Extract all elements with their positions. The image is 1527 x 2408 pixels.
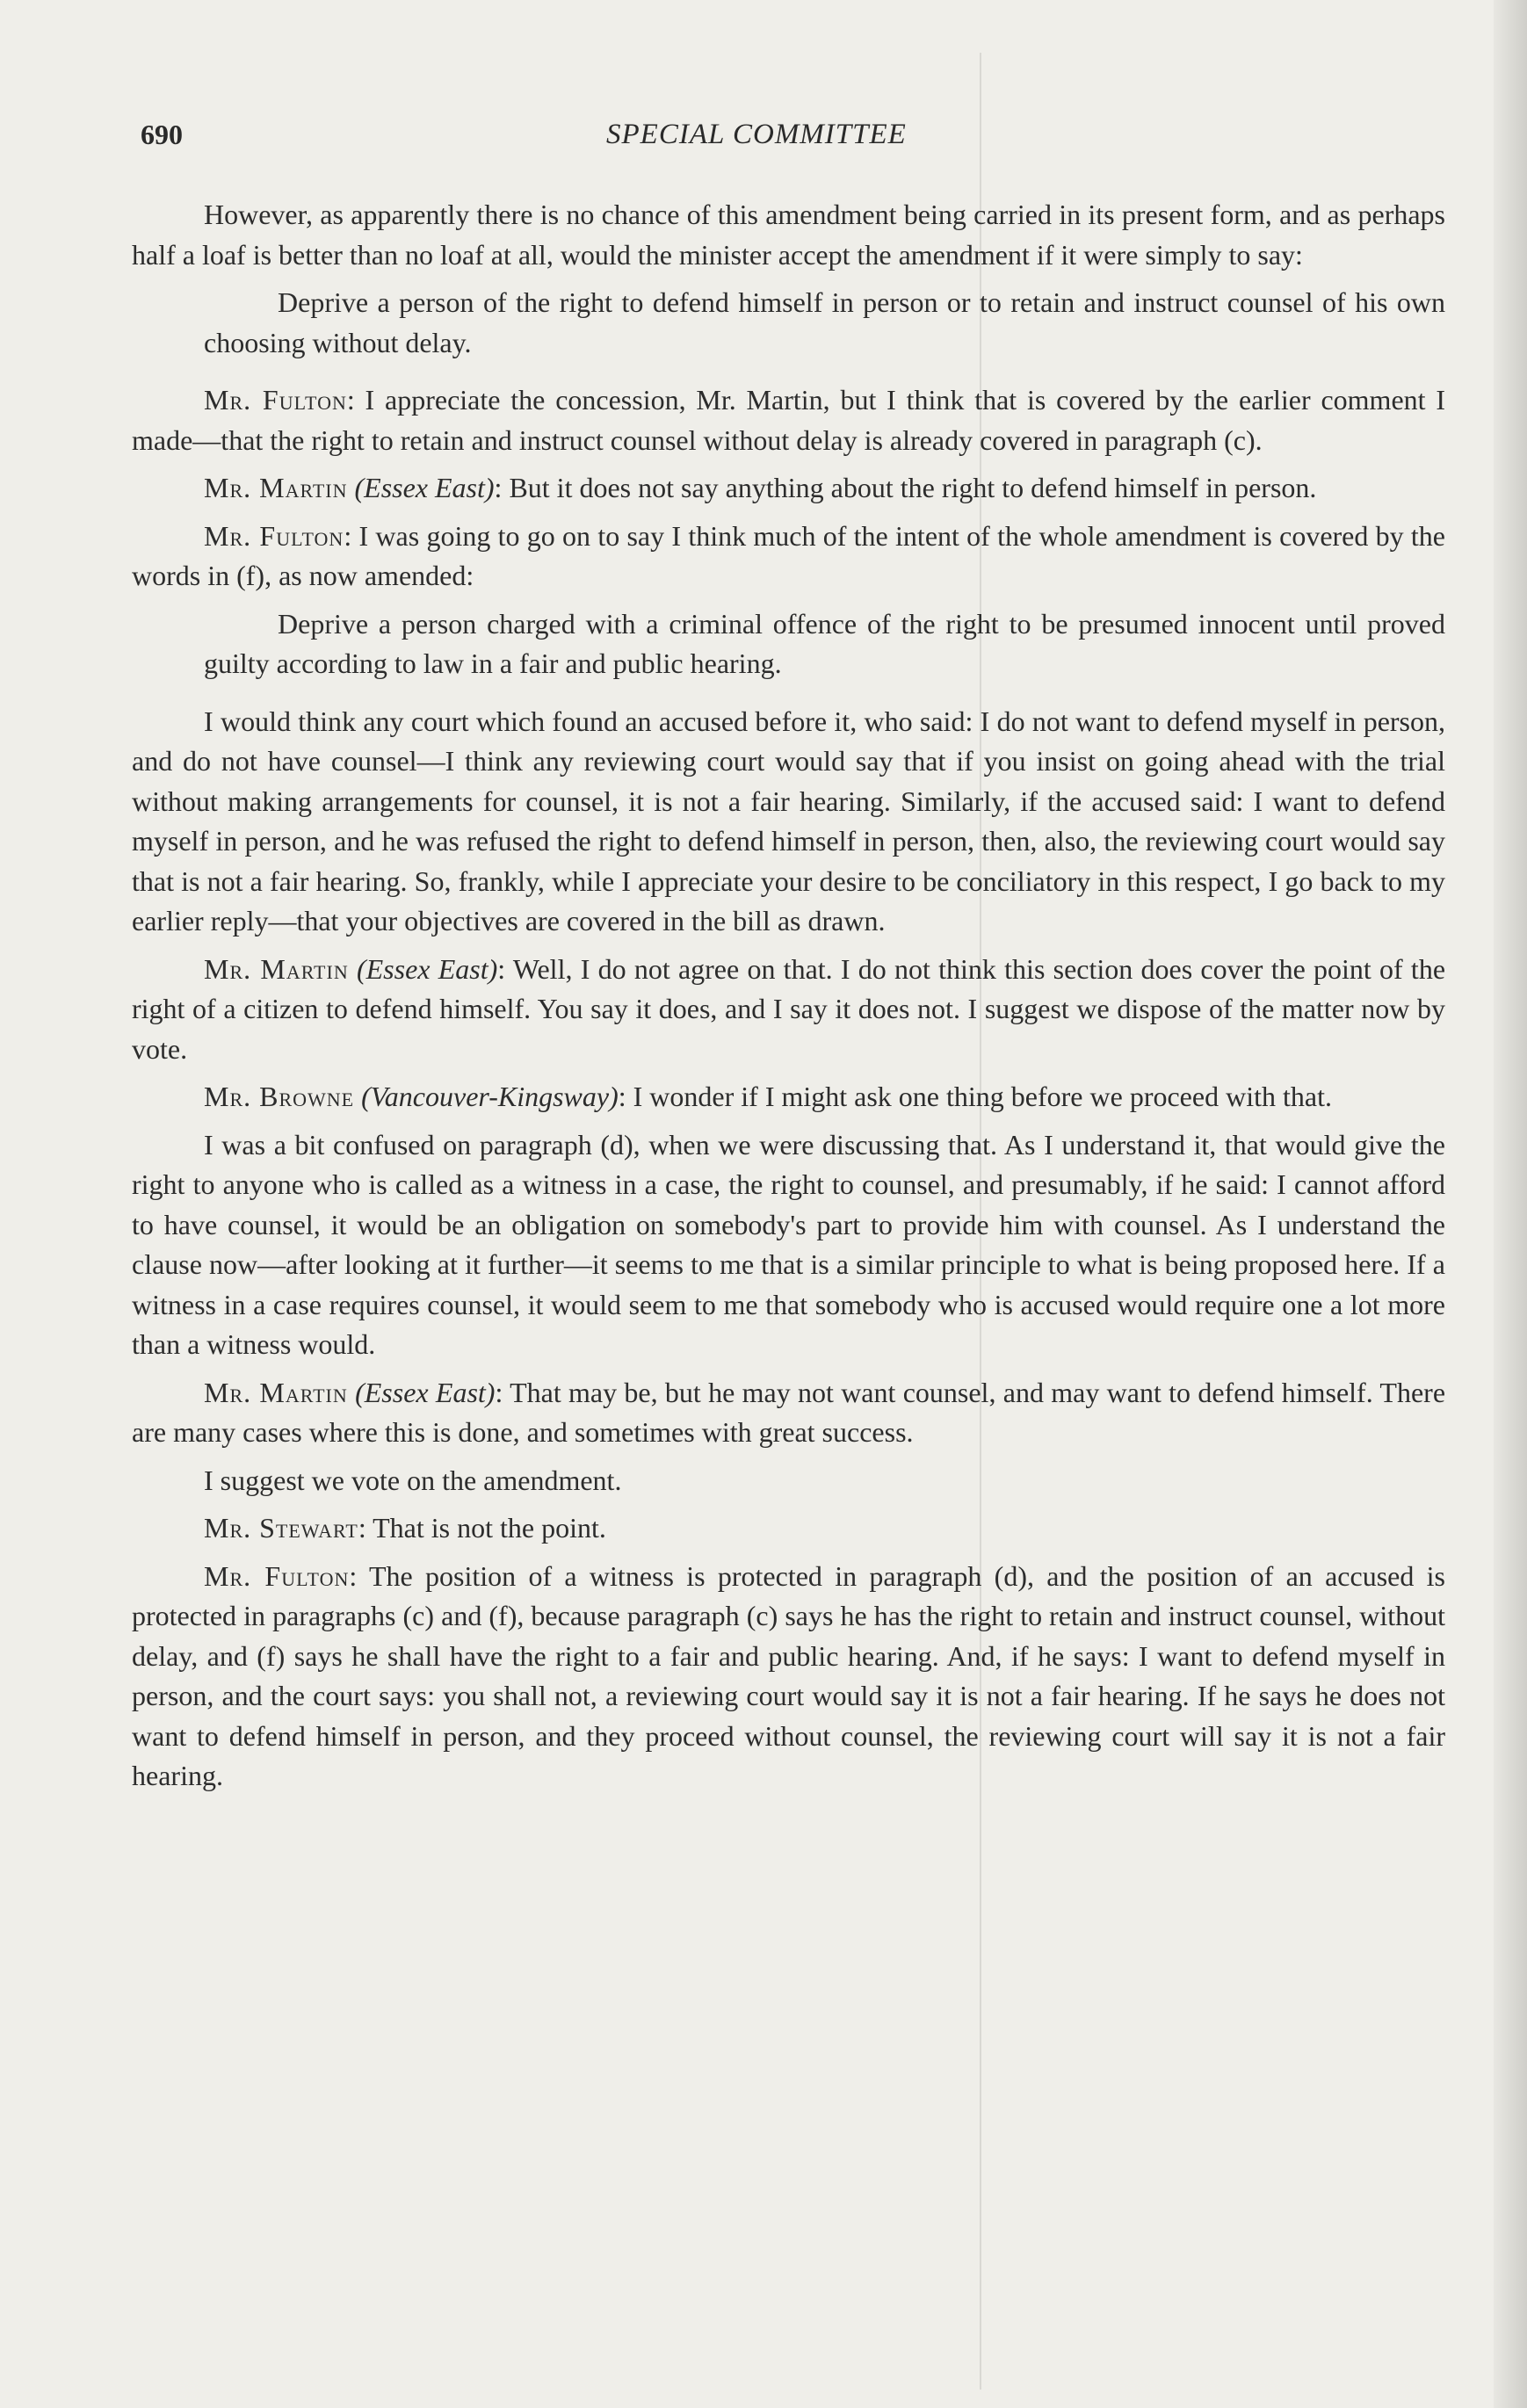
speaker-name: Mr. Martin (204, 1376, 348, 1408)
speaker-riding: (Essex East) (356, 952, 498, 985)
page-edge-shadow (1494, 0, 1527, 2408)
paragraph: I was a bit confused on paragraph (d), when we were discussing that. As I understand it, that would give the right to anyone who is called as a witness in a case, the right to counsel, and presumably, if he said: I cannot afford to have counsel, it would be an obligation on somebody's part to provide him with counsel. As I understand the clause now—after looking at it further—it seems to me that is a similar principle to what is being proposed here. If a witness in a case requires counsel, it would seem to me that somebody who is accused would require one a lot more than a witness would. (132, 1128, 1445, 1360)
page-header (141, 119, 1450, 163)
speaker-riding: (Vancouver-Kingsway) (361, 1081, 619, 1112)
paragraph: I would think any court which found an accused before it, who said: I do not want to defend myself in person, and do not have counsel—I think any reviewing court would say that if you insist on going ahead with the trial without making arrangements for counsel, it is not a fair hearing. Similarly, if the accused said: I want to defend myself in person, and he was refused the right to defend himself in person, then, also, the reviewing court would say that is not a fair hearing. So, frankly, while I appreciate your desire to be conciliatory in this respect, I go back to my earlier reply—that your objectives are covered in the bill as drawn. (132, 705, 1445, 936)
speaker-name: Mr. Browne (204, 1081, 355, 1112)
block-quote: Deprive a person of the right to defend himself in person or to retain and instruct counsel of his own choosing without delay. (204, 286, 1445, 358)
running-head: SPECIAL COMMITTEE (606, 119, 907, 150)
speech-paragraph: Mr. Browne (Vancouver-Kingsway): I wonder if I might ask one thing before we proceed with that. (204, 1081, 1332, 1112)
block-quote: Deprive a person charged with a criminal offence of the right to be presumed innocent until proved guilty according to law in a fair and public hearing. (204, 607, 1445, 679)
paragraph: However, as apparently there is no chance of this amendment being carried in its present form, and as perhaps half a loaf is better than no loaf at all, would the minister accept the amendment if it were simply to say: (132, 199, 1445, 271)
paragraph: I suggest we vote on the amendment. (204, 1464, 622, 1496)
speech-paragraph: Mr. Fulton: The position of a witness is protected in paragraph (d), and the position of an accused is protected in paragraphs (c) and (f), because paragraph (c) says he has the right to retain and instruct counsel, without delay, and (f) says he shall have the right to a fair and public hearing. And, if he says: I want to defend myself in person, and the court says: you shall not, a reviewing court would say it is not a fair hearing. If he says he does not want to defend himself in person, and they proceed without counsel, the reviewing court will say it is not a fair hearing. (132, 1559, 1446, 1791)
speech-paragraph: Mr. Fulton: I was going to go on to say I think much of the intent of the whole amendment is covered by the words in (f), as now amended: (132, 519, 1446, 591)
speaker-name: Mr. Fulton (204, 519, 344, 552)
body-text (132, 195, 1445, 1804)
speech-paragraph: Mr. Stewart: That is not the point. (204, 1512, 606, 1544)
speaker-name: Mr. Martin (204, 472, 348, 503)
speech-paragraph: Mr. Martin (Essex East): That may be, but he may not want counsel, and may want to defend himself. There are many cases where this is done, and sometimes with great success. (132, 1376, 1446, 1448)
speaker-riding: (Essex East) (354, 472, 495, 503)
speech-paragraph: Mr. Fulton: I appreciate the concession, Mr. Martin, but I think that is covered by the earlier comment I made—that the right to retain and instruct counsel without delay is already covered in paragraph (c). (132, 384, 1446, 456)
speech-paragraph: Mr. Martin (Essex East): Well, I do not agree on that. I do not think this section does cover the point of the right of a citizen to defend himself. You say it does, and I say it does not. I suggest we dispose of the matter now by vote. (132, 952, 1446, 1065)
speaker-name: Mr. Stewart (204, 1512, 358, 1544)
speaker-name: Mr. Fulton (204, 384, 347, 416)
speaker-name: Mr. Martin (204, 952, 349, 985)
speaker-name: Mr. Fulton (204, 1559, 350, 1592)
speech-paragraph: Mr. Martin (Essex East): But it does not say anything about the right to defend himself in person. (204, 472, 1317, 503)
page-number: 690 (141, 119, 183, 150)
speaker-riding: (Essex East) (355, 1376, 496, 1408)
